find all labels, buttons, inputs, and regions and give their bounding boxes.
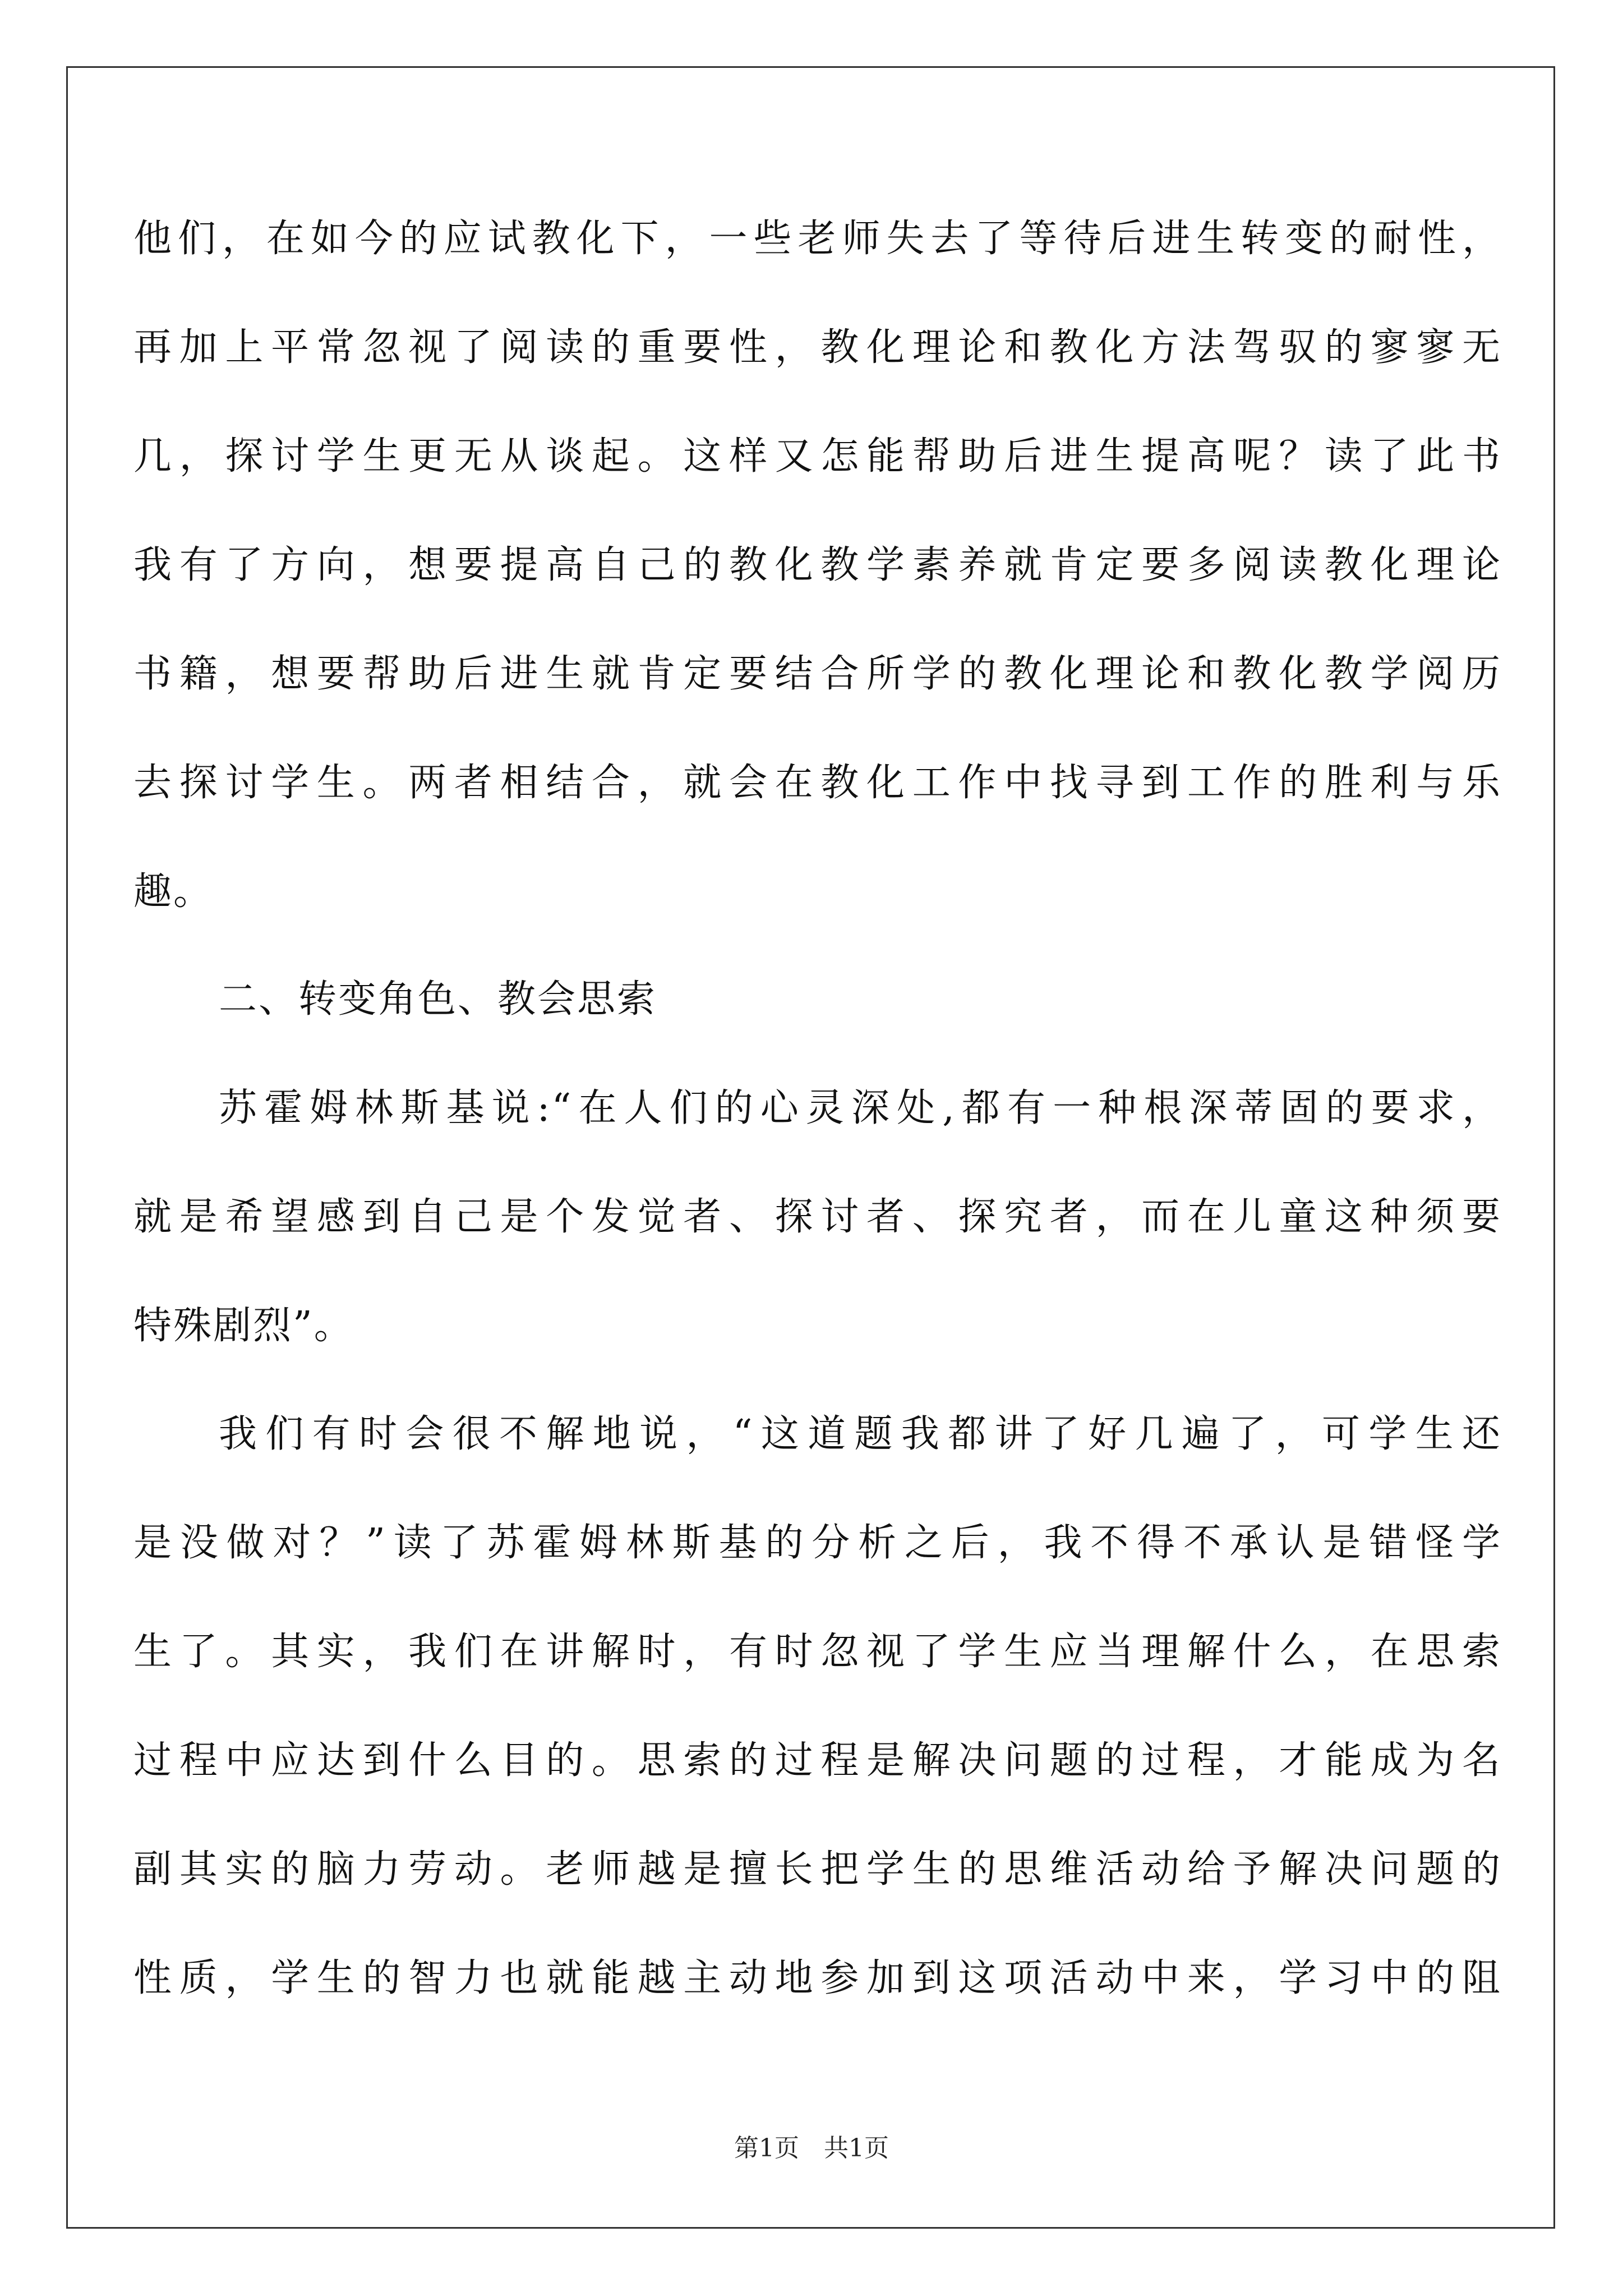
- page-border: [66, 66, 1555, 2229]
- body-line: 几，探讨学生更无从谈起。这样又怎能帮助后进生提高呢？读了此书: [133, 434, 1502, 478]
- body-line: 苏霍姆林斯基说:“在人们的心灵深处,都有一种根深蒂固的要求，: [219, 1086, 1502, 1130]
- body-line: 特殊剧烈”。: [133, 1304, 354, 1348]
- body-line: 副其实的脑力劳动。老师越是擅长把学生的思维活动给予解决问题的: [133, 1847, 1502, 1892]
- body-line: 他们，在如今的应试教化下，一些老师失去了等待后进生转变的耐性，: [133, 217, 1502, 261]
- section-heading: 二、转变角色、教会思索: [219, 977, 657, 1022]
- page-number: 第1页 共1页: [734, 2134, 889, 2162]
- body-line: 生了。其实，我们在讲解时，有时忽视了学生应当理解什么，在思索: [133, 1630, 1502, 1674]
- body-line: 就是希望感到自己是个发觉者、探讨者、探究者，而在儿童这种须要: [133, 1195, 1502, 1239]
- body-line: 再加上平常忽视了阅读的重要性，教化理论和教化方法驾驭的寥寥无: [133, 325, 1502, 370]
- body-line: 是没做对？”读了苏霍姆林斯基的分析之后，我不得不承认是错怪学: [133, 1521, 1502, 1565]
- body-line: 性质，学生的智力也就能越主动地参加到这项活动中来，学习中的阻: [133, 1956, 1502, 2000]
- body-line: 我有了方向，想要提高自己的教化教学素养就肯定要多阅读教化理论: [133, 543, 1502, 587]
- body-line: 趣。: [133, 869, 214, 914]
- page-footer: [0, 2132, 1623, 2165]
- body-line: 过程中应达到什么目的。思索的过程是解决问题的过程，才能成为名: [133, 1738, 1502, 1783]
- body-line: 我们有时会很不解地说，“这道题我都讲了好几遍了，可学生还: [219, 1412, 1502, 1456]
- body-line: 去探讨学生。两者相结合，就会在教化工作中找寻到工作的胜利与乐: [133, 761, 1502, 805]
- body-line: 书籍，想要帮助后进生就肯定要结合所学的教化理论和教化教学阅历: [133, 652, 1502, 696]
